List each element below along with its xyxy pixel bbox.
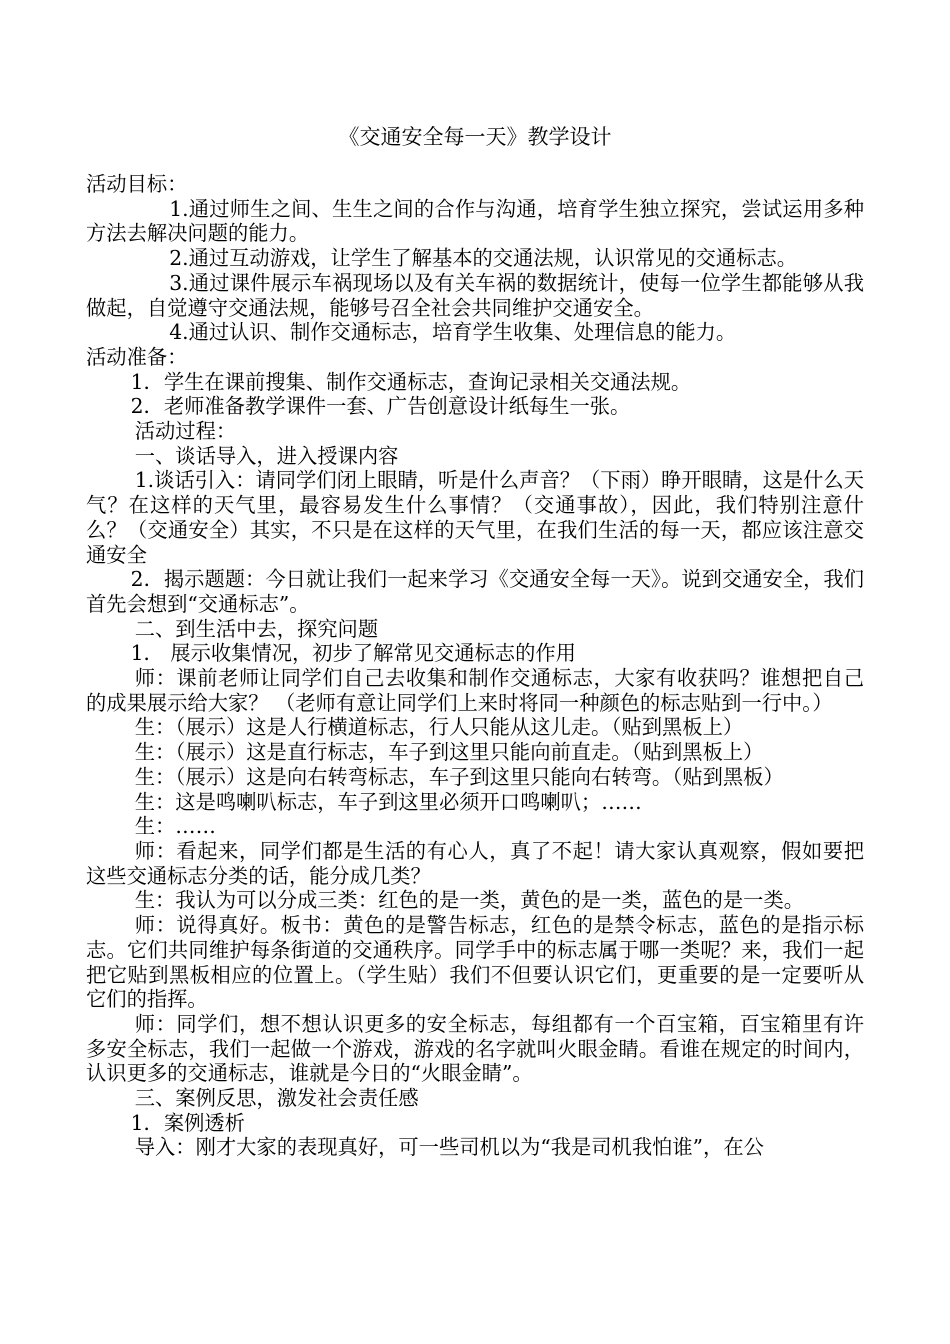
paragraph: 生：（展示）这是直行标志，车子到这里只能向前直走。（贴到黑板上） bbox=[134, 740, 764, 765]
paragraph: 师：说得真好。板书：黄色的是警告标志，红色的是禁令标志，蓝色的是指示标志。它们共同维护每条街道的交通秩序。同学手中的标志属于哪一类呢？来，我们一起把它贴到黑板相应的位置上。（学生贴）我们不但要认识它们，更重要的是一定要听从它们的指挥。 bbox=[86, 913, 864, 1012]
paragraph: 1．学生在课前搜集、制作交通标志，查询记录相关交通法规。 bbox=[130, 369, 692, 394]
paragraph: 生：（展示）这是向右转弯标志，车子到这里只能向右转弯。（贴到黑板） bbox=[134, 764, 784, 789]
document-title: 《交通安全每一天》教学设计 bbox=[338, 125, 612, 149]
paragraph: 活动准备： bbox=[86, 344, 188, 369]
paragraph: 生：这是鸣喇叭标志，车子到这里必须开口鸣喇叭；…… bbox=[134, 789, 642, 814]
paragraph: 活动目标： bbox=[86, 172, 188, 196]
paragraph: 三、案例反思，激发社会责任感 bbox=[134, 1086, 419, 1111]
paragraph: 2．揭示题题：今日就让我们一起来学习《交通安全每一天》。说到交通安全，我们首先会想到“交通标志”。 bbox=[86, 567, 864, 616]
paragraph: 活动过程： bbox=[134, 419, 237, 444]
paragraph: 3.通过课件展示车祸现场以及有关车祸的数据统计，使每一位学生都能够从我做起，自觉遵守交通法规，能够号召全社会共同维护交通安全。 bbox=[86, 270, 864, 320]
paragraph: 师：同学们，想不想认识更多的安全标志，每组都有一个百宝箱，百宝箱里有许多安全标志，我们一起做一个游戏，游戏的名字就叫火眼金睛。看谁在规定的时间内，认识更多的交通标志，谁就是今日的“火眼金睛”。 bbox=[86, 1011, 864, 1086]
paragraph: 1．案例透析 bbox=[130, 1110, 245, 1135]
paragraph: 1.通过师生之间、生生之间的合作与沟通，培育学生独立探究，尝试运用多种方法去解决问题的能力。 bbox=[86, 196, 864, 246]
paragraph: 2.通过互动游戏，让学生了解基本的交通法规，认识常见的交通标志。 bbox=[169, 246, 798, 271]
paragraph: 生：（展示）这是人行横道标志，行人只能从这儿走。（贴到黑板上） bbox=[134, 715, 744, 740]
document-body bbox=[86, 172, 864, 1160]
paragraph: 二、到生活中去，探究问题 bbox=[134, 616, 379, 641]
paragraph: 一、谈话导入，进入授课内容 bbox=[134, 443, 399, 468]
paragraph: 生：…… bbox=[134, 814, 216, 839]
paragraph: 生：我认为可以分成三类：红色的是一类，黄色的是一类，蓝色的是一类。 bbox=[134, 888, 805, 913]
paragraph: 师：看起来，同学们都是生活的有心人，真了不起！请大家认真观察，假如要把这些交通标志分类的话，能分成几类？ bbox=[86, 838, 864, 888]
paragraph: 4.通过认识、制作交通标志，培育学生收集、处理信息的能力。 bbox=[169, 320, 737, 345]
paragraph: 1． 展示收集情况，初步了解常见交通标志的作用 bbox=[130, 641, 576, 666]
paragraph: 2．老师准备教学课件一套、广告创意设计纸每生一张。 bbox=[130, 394, 631, 419]
paragraph: 1.谈话引入：请同学们闭上眼睛，听是什么声音？（下雨）睁开眼睛，这是什么天气？在这样的天气里，最容易发生什么事情？（交通事故），因此，我们特别注意什么？（交通安全）其实，不只是在这样的天气里，在我们生活的每一天，都应该注意交通安全 bbox=[86, 468, 864, 567]
paragraph: 师：课前老师让同学们自己去收集和制作交通标志，大家有收获吗？谁想把自己的成果展示给大家？ （老师有意让同学们上来时将同一种颜色的标志贴到一行中。） bbox=[86, 666, 864, 715]
paragraph: 导入：刚才大家的表现真好，可一些司机以为“我是司机我怕谁”，在公 bbox=[134, 1135, 764, 1160]
